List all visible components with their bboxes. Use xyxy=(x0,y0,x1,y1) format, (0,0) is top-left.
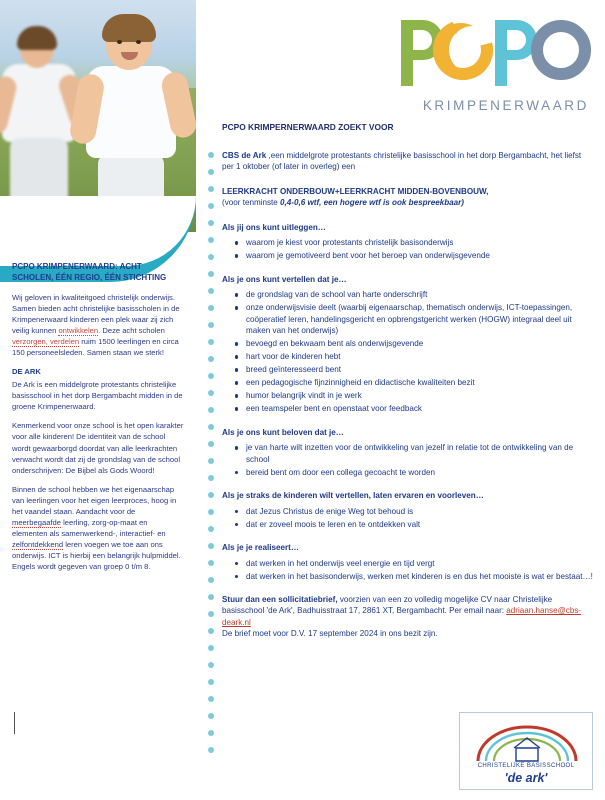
closing-deadline: De brief moet voor D.V. 17 september 2024 in ons bezit zijn. xyxy=(222,629,438,639)
svg-text:KRIMPENERWAARD: KRIMPENERWAARD xyxy=(422,98,589,113)
sidebar-paragraph-1: Wij geloven in kwaliteitgoed christelijk onderwijs. Samen bieden acht christelijke basisscholen in de Krimpenerwaard kinderen een plek waar zij zich veilig kunnen ontwikkelen. Deze acht scholen verzorgen, verdelen ruim 1500 leerlingen en circa 150 personeelsleden. Samen staan we sterk! xyxy=(12,292,180,357)
closing-bold: Stuur dan een sollicitatiebrief, xyxy=(222,594,338,604)
list-item: de grondslag van de school van harte onderschrijft xyxy=(246,289,594,300)
section-heading: Als je je realiseert… xyxy=(222,543,299,553)
pcpo-logo xyxy=(391,14,591,118)
list-item: hart voor de kinderen hebt xyxy=(246,351,594,362)
section-heading: Als jij ons kunt uitleggen… xyxy=(222,222,326,232)
section-block-2 xyxy=(222,427,594,478)
school-logo-line1: CHRISTELIJKE BASISSCHOOL xyxy=(477,763,575,769)
school-logo-line2: 'de ark' xyxy=(504,771,548,785)
section-block-3 xyxy=(222,490,594,530)
section-list xyxy=(222,558,594,582)
list-item: dat Jezus Christus de enige Weg tot behoud is xyxy=(246,506,594,517)
vacancy-wtf-pre: (voor tenminste xyxy=(222,198,281,208)
list-item: dat werken in het onderwijs veel energie en tijd vergt xyxy=(246,558,594,569)
bullet-rail-left xyxy=(208,152,215,764)
list-item: bevoegd en bekwaam bent als onderwijsgevende xyxy=(246,338,594,349)
section-block-4 xyxy=(222,542,594,582)
list-item: een pedagogische fijnzinnigheid en didactische kwaliteiten bezit xyxy=(246,377,594,388)
list-item: je van harte wilt inzetten voor de ontwikkeling van jezelf in relatie tot de ontwikkeling van de school xyxy=(246,442,594,465)
list-item: waarom je kiest voor protestants christelijk basisonderwijs xyxy=(246,237,594,248)
sidebar-text-block xyxy=(12,262,184,580)
list-item: dat er zoveel moois te leren en te ontdekken valt xyxy=(246,519,594,530)
main-content xyxy=(222,122,594,653)
email-link[interactable]: adriaan.hanse@cbs-deark.nl xyxy=(222,606,582,627)
section-list xyxy=(222,442,594,478)
section-list xyxy=(222,506,594,530)
section-block-0 xyxy=(222,222,594,262)
sidebar-paragraph-2: De Ark is een middelgrote protestants christelijke basisschool in het dorp Bergambacht midden in de groene Krimpenerwaard. xyxy=(12,380,183,412)
section-list xyxy=(222,237,594,261)
intro-school-paragraph: CBS de Ark ,een middelgrote protestants christelijke basisschool in het dorp Bergambacht, het liefst per 1 oktober (of later in overleg) een xyxy=(222,150,582,172)
closing-paragraph xyxy=(222,594,594,640)
vacancy-title-line: LEERKRACHT ONDERBOUW+LEERKRACHT MIDDEN-BOVENBOUW, xyxy=(222,186,489,196)
page-title: PCPO KRIMPERNERWAARD ZOEKT VOOR xyxy=(222,122,394,132)
closing-rest: voorzien van een zo volledig mogelijke CV naar Christelijke basisschool 'de Ark', Badhuisstraat 17, 2861 XT, Bergambacht. Per email naar: xyxy=(222,594,553,616)
section-heading: Als je straks de kinderen wilt vertellen, laten ervaren en voorleven… xyxy=(222,491,484,501)
text-cursor xyxy=(14,712,15,734)
list-item: humor belangrijk vindt in je werk xyxy=(246,390,594,401)
list-item: een teamspeler bent en openstaat voor feedback xyxy=(246,403,594,414)
list-item: dat werken in het basisonderwijs, werken met kinderen is en dus het mooiste is wat er bestaat…! xyxy=(246,571,593,581)
section-heading: Als je ons kunt vertellen dat je… xyxy=(222,274,347,284)
sidebar-heading: PCPO KRIMPENERWAARD: ACHT SCHOLEN, ÉÉN REGIO, ÉÉN STICHTING xyxy=(12,262,167,282)
school-logo xyxy=(459,712,593,790)
list-item: breed geïnteresseerd bent xyxy=(246,364,594,375)
sidebar-paragraph-3: Kenmerkend voor onze school is het open karakter voor alle kinderen! De identiteit van de school wordt gewaarborgd doordat van alle leerkrachten verwacht wordt dat zij de grondslag van de school onderschrijven: De Bijbel als Gods Woord! xyxy=(12,421,184,475)
section-block-1 xyxy=(222,274,594,415)
sidebar-paragraph-4: Binnen de school hebben we het eigenaarschap van leerlingen voor het eigen leerproces, hoog in het vaandel staan. Aandacht voor de meerbegaafde leerling, zorg-op-maat en elementen als samenwerkend-, interactief- en zelfontdekkend leren voegen we toe aan ons onderwijs. ICT is hierbij een belangrijk hulpmiddel. Engels wordt gegeven van groep 0 t/m 8. xyxy=(12,484,181,572)
vacancy-title xyxy=(222,186,594,209)
section-heading: Als je ons kunt beloven dat je… xyxy=(222,427,344,437)
section-list xyxy=(222,289,594,414)
sidebar xyxy=(0,0,196,800)
list-item: onze onderwijsvisie deelt (waarbij eigenaarschap, thematisch onderwijs, ICT-toepassingen, coöperatief leren, handelingsgericht en opbrengstgericht werken (HOGW) integraal deel uit maken van het onderwijs) xyxy=(246,302,594,336)
rainbow-arc-icon xyxy=(472,723,582,763)
vacancy-wtf-bold: 0,4-0,6 wtf, een hogere wtf is ook bespreekbaar) xyxy=(280,198,464,208)
list-item: waarom je gemotiveerd bent voor het beroep van onderwijsgevende xyxy=(246,250,594,261)
sidebar-subheading: DE ARK xyxy=(12,367,41,377)
list-item: bereid bent om door een collega gecoacht te worden xyxy=(246,467,594,478)
